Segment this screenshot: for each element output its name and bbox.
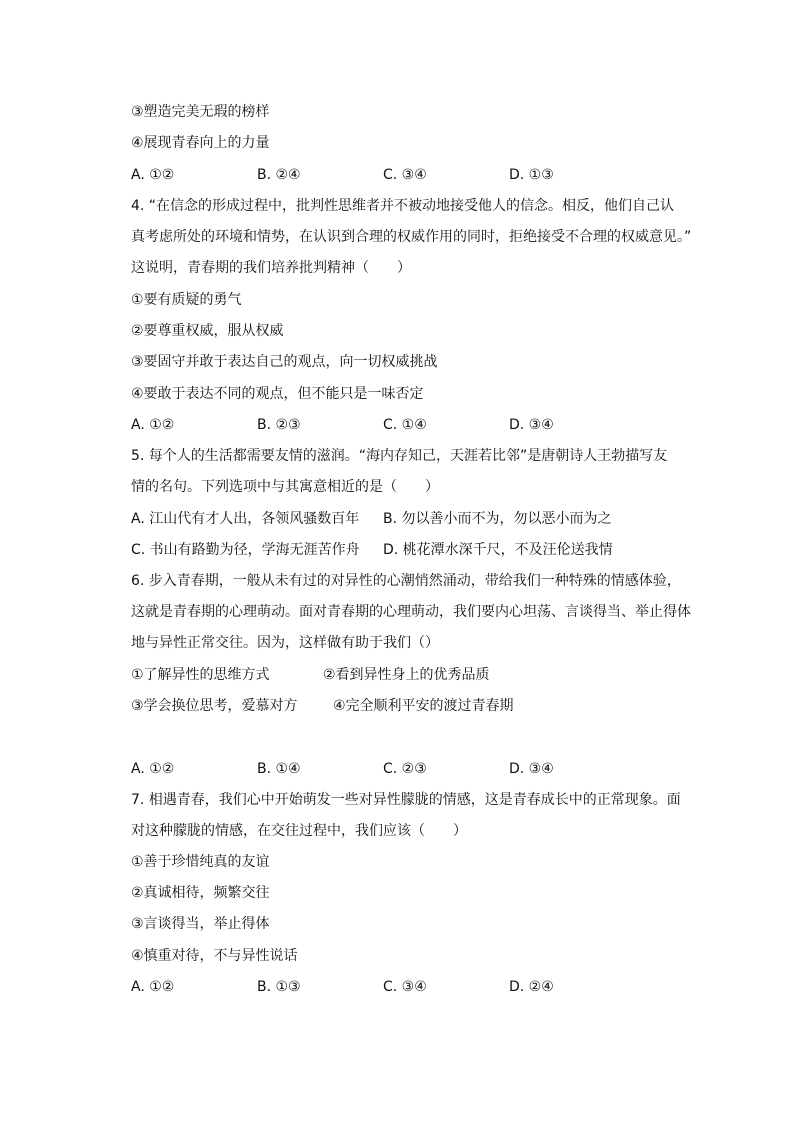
q4-options bbox=[131, 415, 651, 435]
q7-statement-2: ②真诚相待，频繁交往 bbox=[131, 885, 270, 901]
q5-stem-line-2: 情的名句。下列选项中与其寓意相近的是（ ） bbox=[131, 479, 439, 495]
q6-statement-2: ②看到异性身上的优秀品质 bbox=[323, 667, 490, 683]
q4-statement-1: ①要有质疑的勇气 bbox=[131, 292, 242, 308]
q6-statement-3: ③学会换位思考，爱慕对方 bbox=[131, 698, 298, 714]
q6-statements-row-2 bbox=[131, 696, 651, 716]
q4-statement-2: ②要尊重权威，服从权威 bbox=[131, 323, 284, 339]
q3-options bbox=[131, 165, 651, 185]
q7-stem-line-1: 7. 相遇青春，我们心中开始萌发一些对异性朦胧的情感，这是青春成长中的正常现象。面 bbox=[131, 792, 681, 808]
q6-option-c: C. ②③ bbox=[383, 761, 427, 777]
q6-options bbox=[131, 759, 651, 779]
q6-option-a: A. ①② bbox=[131, 761, 175, 777]
q4-option-b: B. ②③ bbox=[257, 417, 301, 433]
q3-statement-4: ④展现青春向上的力量 bbox=[131, 135, 270, 151]
q6-statement-4: ④完全顺利平安的渡过青春期 bbox=[333, 698, 514, 714]
q7-statement-3: ③言谈得当，举止得体 bbox=[131, 916, 270, 932]
q7-option-c: C. ③④ bbox=[383, 979, 427, 995]
q6-stem-line-2: 这就是青春期的心理萌动。面对青春期的心理萌动，我们要内心坦荡、言谈得当、举止得体 bbox=[131, 604, 691, 620]
q4-option-d: D. ③④ bbox=[509, 417, 554, 433]
q4-option-c: C. ①④ bbox=[383, 417, 427, 433]
q6-stem-line-3: 地与异性正常交往。因为，这样做有助于我们（） bbox=[131, 635, 439, 651]
q7-statement-1: ①善于珍惜纯真的友谊 bbox=[131, 854, 270, 870]
q4-statement-3: ③要固守并敢于表达自己的观点，向一切权威挑战 bbox=[131, 354, 438, 370]
q7-option-b: B. ①③ bbox=[257, 979, 301, 995]
q6-stem-line-1: 6. 步入青春期，一般从未有过的对异性的心潮悄然涌动，带给我们一种特殊的情感体验， bbox=[131, 573, 681, 589]
q5-option-c: C. 书山有路勤为径，学海无涯苦作舟 bbox=[131, 542, 360, 558]
q5-option-d: D. 桃花潭水深千尺，不及汪伦送我情 bbox=[383, 542, 613, 558]
q7-statement-4: ④慎重对待，不与异性说话 bbox=[131, 948, 298, 964]
q4-stem-line-2: 真考虑所处的环境和情势，在认识到合理的权威作用的同时，拒绝接受不合理的权威意见。” bbox=[131, 229, 692, 245]
q5-options-row-1 bbox=[131, 509, 651, 529]
q4-option-a: A. ①② bbox=[131, 417, 175, 433]
q4-statement-4: ④要敢于表达不同的观点，但不能只是一味否定 bbox=[131, 386, 424, 402]
q5-options-row-2 bbox=[131, 540, 651, 560]
q5-stem-line-1: 5. 每个人的生活都需要友情的滋润。“海内存知己，天涯若比邻”是唐朝诗人王勃描写友 bbox=[131, 448, 668, 464]
q6-statement-1: ①了解异性的思维方式 bbox=[131, 667, 270, 683]
q5-option-b: B. 勿以善小而不为，勿以恶小而为之 bbox=[383, 511, 612, 527]
q6-option-b: B. ①④ bbox=[257, 761, 301, 777]
q3-statement-3: ③塑造完美无瑕的榜样 bbox=[131, 104, 270, 120]
q7-options bbox=[131, 977, 651, 997]
q4-stem-line-1: 4. “在信念的形成过程中，批判性思维者并不被动地接受他人的信念。相反，他们自己认 bbox=[131, 198, 675, 214]
q7-option-a: A. ①② bbox=[131, 979, 175, 995]
q3-option-d: D. ①③ bbox=[509, 167, 554, 183]
q5-option-a: A. 江山代有才人出，各领风骚数百年 bbox=[131, 511, 360, 527]
q3-option-a: A. ①② bbox=[131, 167, 175, 183]
q6-option-d: D. ③④ bbox=[509, 761, 554, 777]
q6-statements-row-1 bbox=[131, 665, 651, 685]
q4-stem-line-3: 这说明，青春期的我们培养批判精神（ ） bbox=[131, 260, 411, 276]
q3-option-b: B. ②④ bbox=[257, 167, 301, 183]
q7-option-d: D. ②④ bbox=[509, 979, 554, 995]
q3-option-c: C. ③④ bbox=[383, 167, 427, 183]
q7-stem-line-2: 对这种朦胧的情感，在交往过程中，我们应该（ ） bbox=[131, 823, 467, 839]
